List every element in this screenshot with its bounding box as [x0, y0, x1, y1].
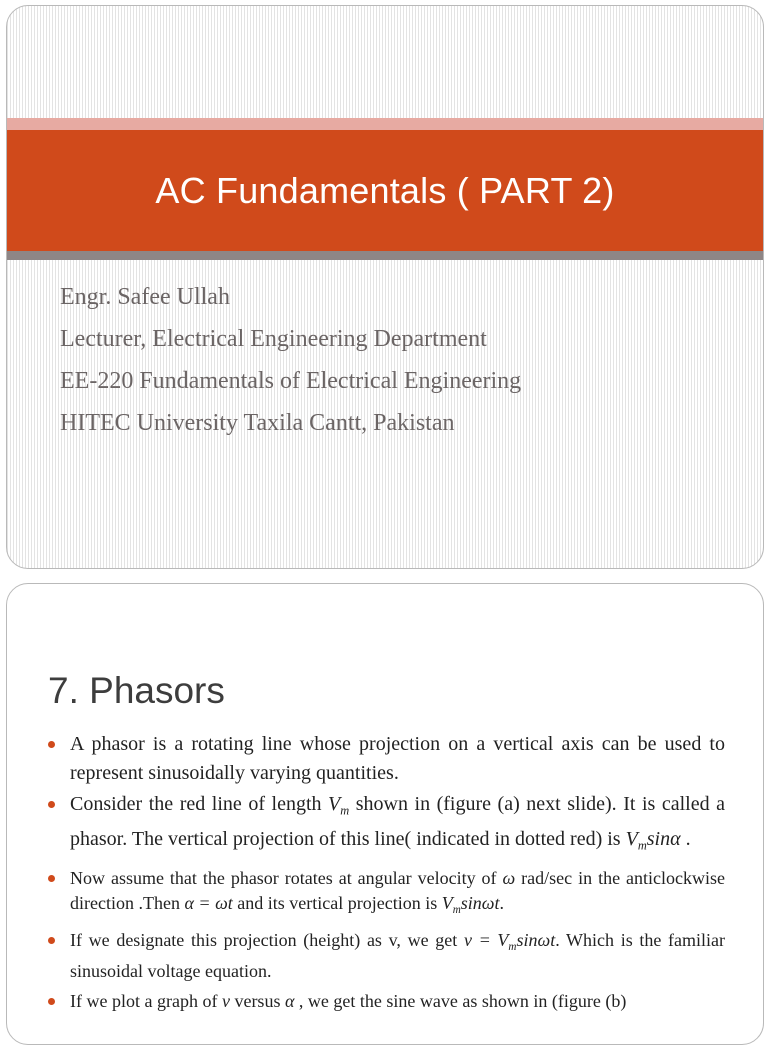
bullet-text: If we designate this projection (height) as v, we get [70, 929, 464, 950]
math-symbol: V [441, 892, 453, 913]
bullet-list [45, 730, 725, 1014]
bullet-text: . [499, 892, 505, 913]
bullet-text: versus [229, 991, 285, 1012]
title-accent-band [7, 118, 763, 130]
bullet-text: shown in (figure (a) next slide). It is called a phasor. The vertical projection of this line( indicated in dotted red) is [70, 793, 725, 851]
slide-title: AC Fundamentals ( PART 2) [155, 169, 615, 211]
bullet-text: rad/sec in the anticlockwise direction .Then [70, 867, 725, 913]
title-slide [6, 5, 764, 569]
institution-name: HITEC University Taxila Cantt, Pakistan [60, 410, 455, 436]
math-subscript: m [637, 838, 647, 853]
math-expression: sinωt [460, 892, 500, 913]
math-symbol: V [328, 793, 341, 815]
bullet-item [45, 866, 725, 923]
math-expression: v = V [463, 929, 509, 950]
math-symbol: v [221, 991, 230, 1012]
bullet-text: If we plot a graph of [70, 991, 222, 1012]
bullet-text: . Which is the familiar sinusoidal voltage equation. [70, 929, 726, 982]
phasors-slide [6, 583, 764, 1045]
title-divider-band [7, 251, 763, 260]
author-position: Lecturer, Electrical Engineering Department [60, 326, 487, 352]
math-symbol: α [284, 991, 295, 1012]
bullet-text: Consider the red line of length [70, 793, 329, 815]
bullet-text: . [680, 828, 691, 851]
bullet-text: A phasor is a rotating line whose projection on a vertical axis can be used to represent sinusoidally varying quantities. [70, 733, 725, 784]
bullet-text: , we get the sine wave as shown in (figure (b) [294, 991, 627, 1012]
math-symbol: ω [502, 867, 516, 888]
author-name: Engr. Safee Ullah [60, 284, 230, 310]
course-name: EE-220 Fundamentals of Electrical Engineering [60, 368, 522, 394]
bullet-icon [48, 801, 55, 808]
bullet-item [45, 730, 725, 788]
math-expression: sinωt [516, 929, 556, 950]
bullet-text: Now assume that the phasor rotates at angular velocity of [70, 867, 503, 888]
math-symbol: V [625, 828, 638, 851]
slide-subtitle [60, 276, 521, 444]
bullet-icon [48, 741, 55, 748]
title-band [7, 130, 763, 251]
bullet-item [45, 790, 725, 861]
math-expression: α = ωt [184, 892, 233, 913]
bullet-icon [48, 937, 55, 944]
math-expression: sinα [646, 828, 681, 851]
bullet-icon [48, 998, 55, 1005]
bullet-text: and its vertical projection is [232, 892, 442, 913]
bullet-item [45, 989, 725, 1014]
math-subscript: m [452, 903, 461, 916]
slide-heading: 7. Phasors [48, 670, 225, 711]
math-subscript: m [340, 803, 350, 818]
math-subscript: m [508, 940, 517, 953]
bullet-icon [48, 875, 55, 882]
bullet-item [45, 928, 725, 985]
